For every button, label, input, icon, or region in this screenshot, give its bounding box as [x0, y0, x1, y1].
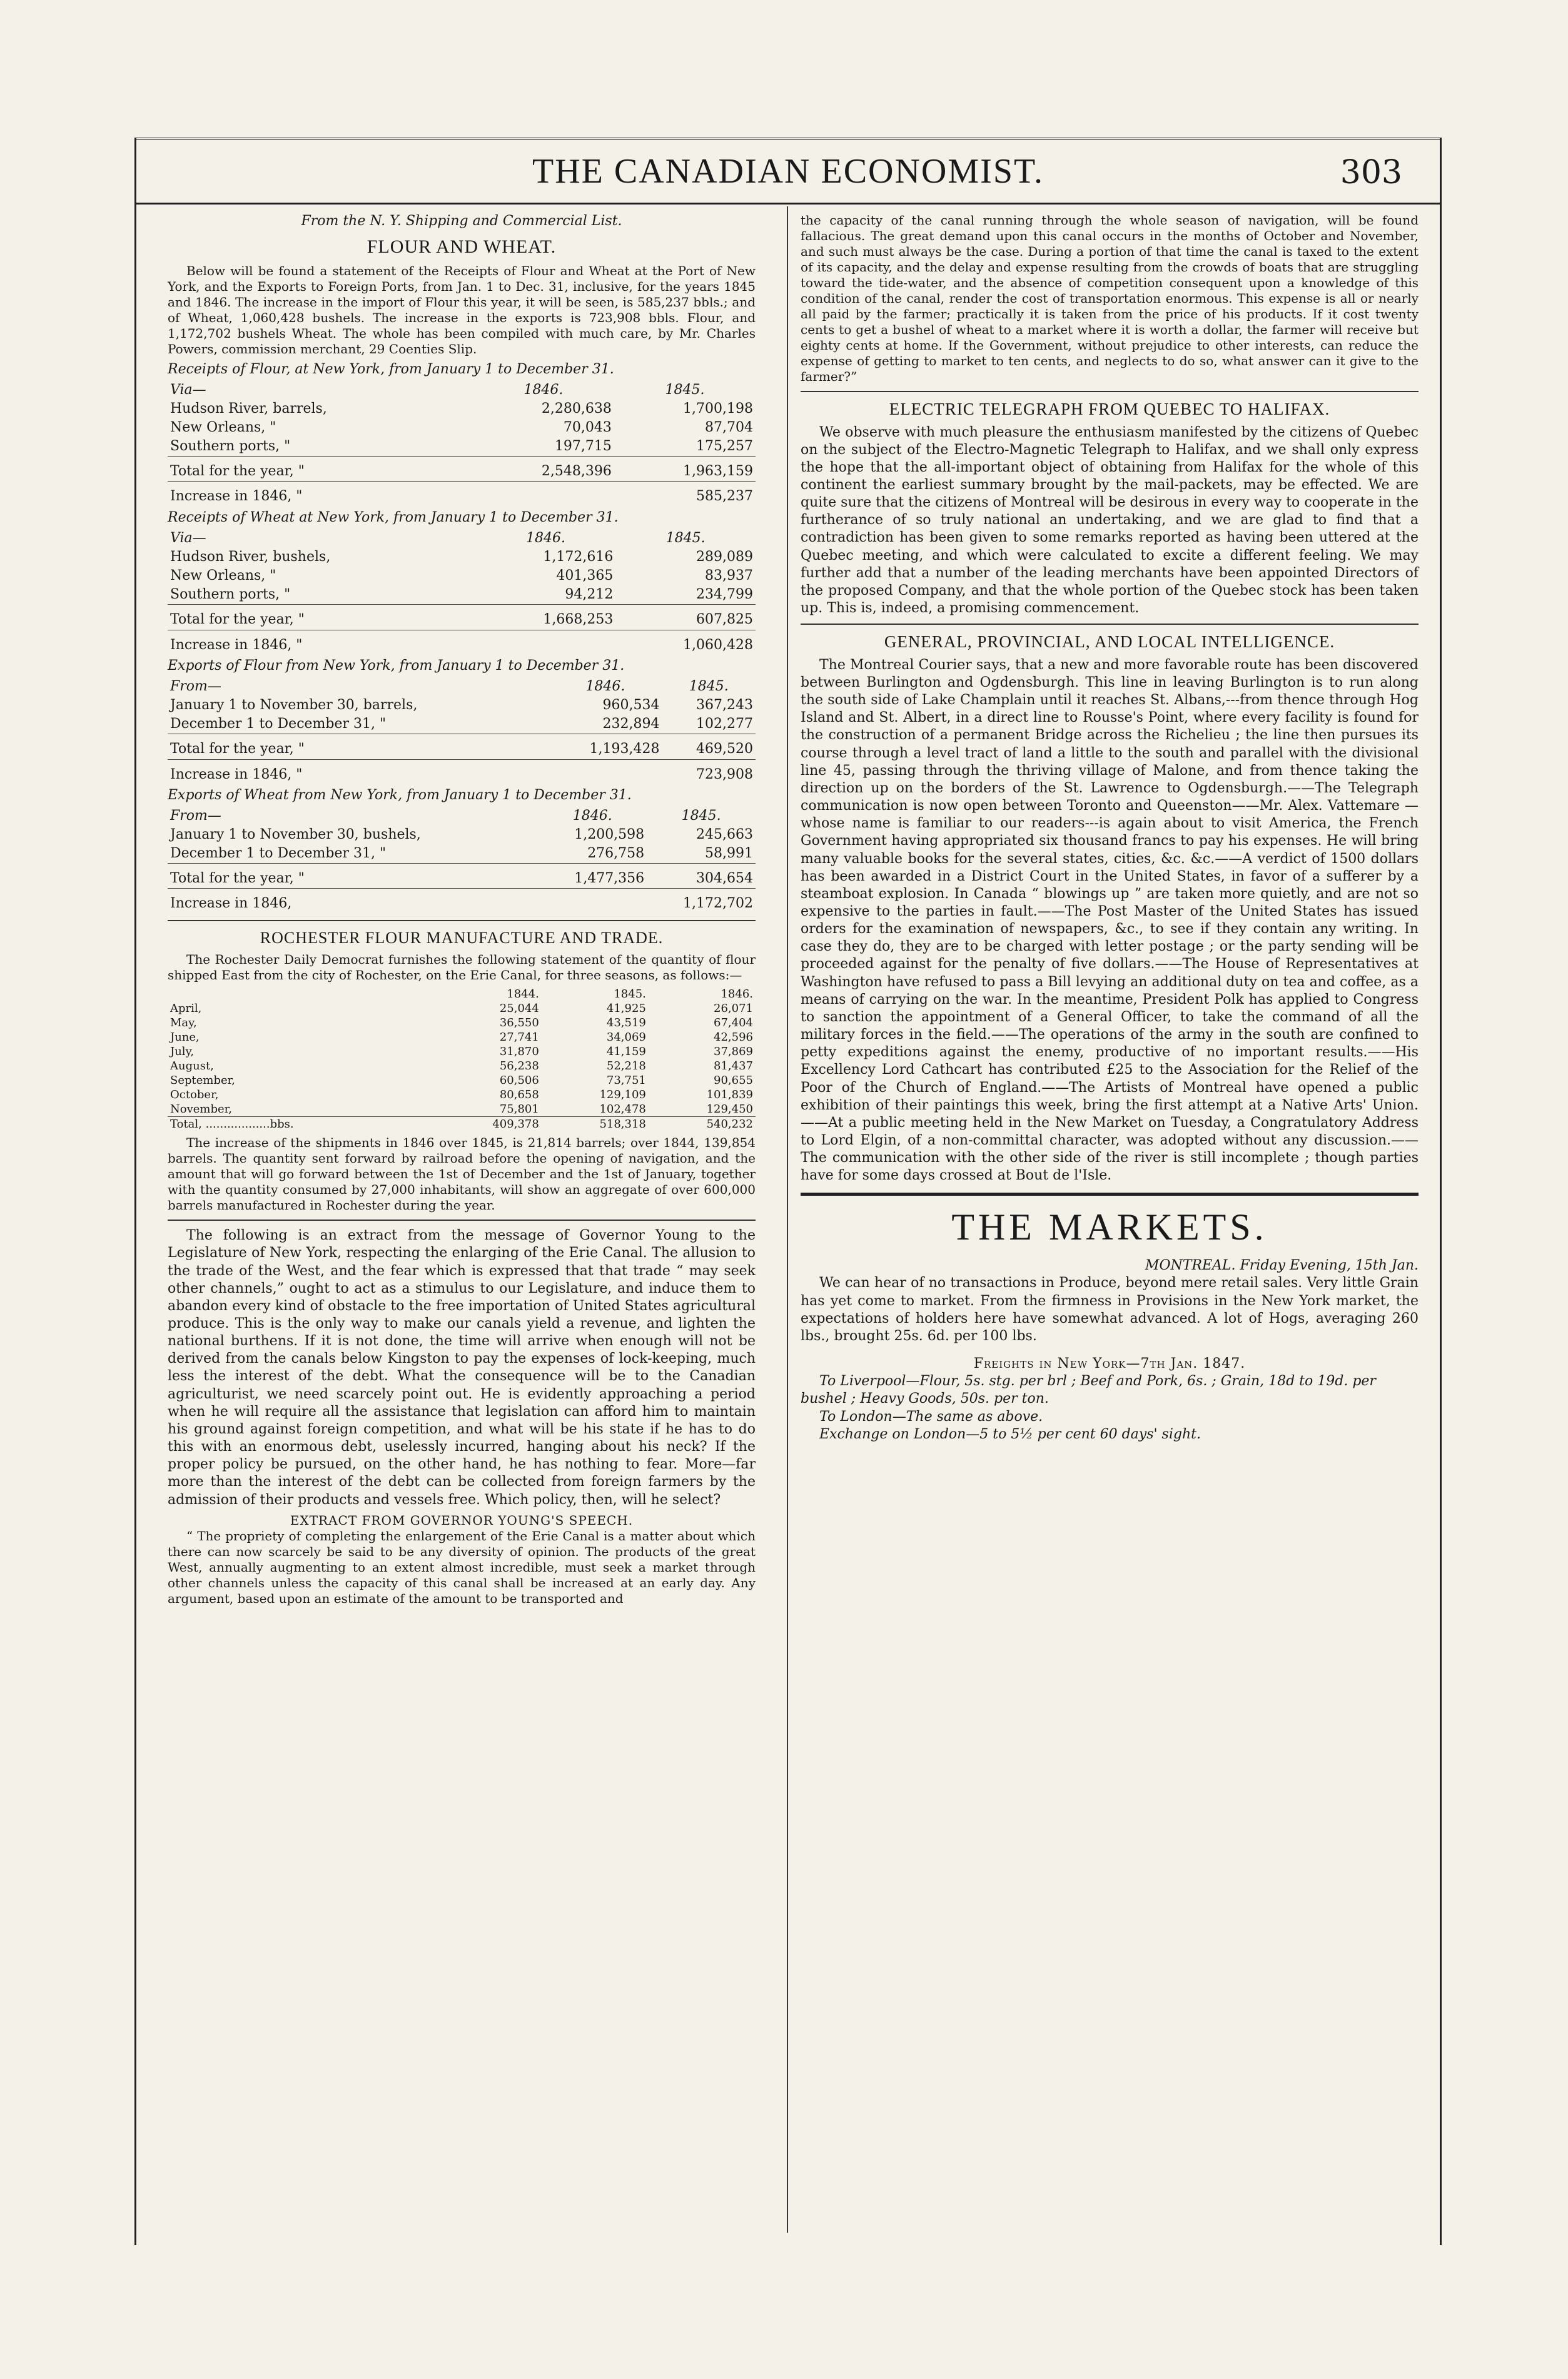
increase-row	[168, 759, 756, 784]
table-row	[168, 826, 756, 844]
row-label: Increase in 1846, "	[168, 630, 476, 655]
col-head: 1844.	[507, 987, 539, 1001]
row-label: Total for the year, "	[168, 605, 476, 630]
cell-value: 1,172,616	[543, 548, 614, 565]
divider	[168, 920, 756, 921]
publication-title: THE CANADIAN ECONOMIST.	[532, 152, 1044, 191]
table-row	[168, 696, 756, 715]
total-row	[168, 1117, 756, 1132]
table-row	[168, 715, 756, 734]
exports-flour-table	[168, 677, 756, 784]
col-head: 1845.	[665, 530, 706, 546]
exports-wheat-table	[168, 807, 756, 914]
cell-value: 401,365	[556, 568, 614, 584]
table-row	[168, 548, 756, 567]
freight-line: To Liverpool—Flour, 5s. stg. per brl ; Beef and Pork, 6s. ; Grain, 18d to 19d. per bushel ; Heavy Goods, 50s. per ton.	[801, 1373, 1376, 1407]
cell-value: 42,596	[714, 1030, 753, 1044]
col-head: 1846.	[524, 381, 564, 398]
row-label: Increase in 1846, "	[168, 482, 473, 507]
flour-wheat-heading: FLOUR AND WHEAT.	[367, 236, 557, 258]
cell-value: 1,477,356	[538, 864, 647, 889]
col-head: From—	[170, 678, 221, 694]
cell-value: 409,378	[435, 1117, 542, 1132]
increase-row	[168, 630, 756, 655]
row-label: Southern ports, "	[170, 438, 291, 455]
receipts-wheat-caption: Receipts of Wheat at New York, from January 1 to December 31.	[168, 509, 619, 525]
row-label: September,	[170, 1074, 235, 1088]
divider	[801, 391, 1419, 392]
row-label: July,	[170, 1045, 195, 1058]
cell-value: 1,668,253	[476, 605, 616, 630]
cell-value: 960,534	[602, 697, 660, 714]
freight-line: To London—The same as above.	[819, 1408, 1043, 1425]
divider	[168, 1220, 756, 1221]
total-row	[168, 457, 756, 482]
row-label: December 1 to December 31, "	[170, 846, 387, 862]
divider	[801, 1193, 1419, 1196]
cell-value: 1,963,159	[614, 457, 756, 482]
cell-value: 73,751	[606, 1074, 646, 1088]
cell-value: 31,870	[499, 1045, 539, 1058]
cell-value: 58,991	[705, 846, 753, 862]
row-label: October,	[170, 1088, 219, 1102]
rochester-heading: ROCHESTER FLOUR MANUFACTURE AND TRADE.	[260, 928, 664, 947]
cell-value: 87,704	[705, 420, 753, 436]
cell-value: 52,218	[606, 1059, 646, 1073]
row-label: Total for the year, "	[168, 457, 473, 482]
newspaper-page	[134, 138, 1442, 2245]
cell-value: 1,193,428	[549, 734, 662, 759]
source-line: From the N. Y. Shipping and Commercial List.	[301, 213, 622, 229]
receipts-wheat-table	[168, 529, 756, 655]
cell-value: 41,925	[606, 1001, 646, 1015]
row-label: Increase in 1846,	[168, 889, 538, 914]
cell-value: 102,277	[696, 716, 753, 732]
row-label: Southern ports, "	[170, 587, 291, 603]
cell-value: 75,801	[499, 1103, 539, 1116]
col-head: 1846.	[526, 530, 566, 546]
table-row	[168, 400, 756, 418]
table-row	[168, 567, 756, 585]
row-label: January 1 to November 30, bushels,	[170, 826, 421, 842]
cell-value: 129,109	[599, 1088, 646, 1102]
cell-value: 67,404	[714, 1016, 753, 1029]
row-label: New Orleans, "	[170, 568, 276, 584]
cell-value: 34,069	[606, 1030, 646, 1044]
cell-value: 232,894	[602, 716, 660, 732]
young-paragraph: The following is an extract from the message of Governor Young to the Legislature of New York, respecting the enlarging of the Erie Canal. The allusion to the trade of the West, and the fear which is expressed that that trade “ may seek other channels,” ought to act as a stimulus to our Legislature, and induce them to abandon every kind of obstacle to the free importation of United States agricultural produce. This is the only way to make our canals yield a revenue, and lighten the national burthens. If it is not done, the time will arrive when enough will not be derived from the canals below Kingston to pay the expenses of lock-keeping, much less the interest of the debt. What the consequence will be to the Canadian agriculturist, we need scarcely point out. He is evidently approaching a period when he will require all the assistance that legislation can afford him to maintain his ground against foreign competition, and what will be his state if he has to do this with an enormous debt, uselessly incurred, hanging about his neck? If the proper policy be pursued, on the other hand, he has nothing to fear. More—far more than the interest of the debt can be collected from foreign farmers by the admission of their products and vessels free. Which policy, then, will he select?	[168, 1228, 756, 1508]
cell-value: 27,741	[499, 1030, 539, 1044]
row-label: January 1 to November 30, barrels,	[170, 697, 418, 714]
rochester-after: The increase of the shipments in 1846 over 1845, is 21,814 barrels; over 1844, 139,854 barrels. The quantity sent forward by railroad before the opening of navigation, and the amount that will go forward between the 1st of December and the 1st of January, together with the quantity consumed by 27,000 inhabitants, will show an aggregate of over 600,000 barrels manufactured in Rochester during the year.	[168, 1135, 756, 1213]
row-label: Increase in 1846, "	[168, 759, 549, 784]
cell-value: 26,071	[714, 1001, 753, 1015]
cell-value: 37,869	[714, 1045, 753, 1058]
col-head: Via—	[170, 530, 206, 546]
general-intelligence-text: The Montreal Courier says, that a new and more favorable route has been discovered between Burlington and Ogdensburgh. This line in leaving Burlington is to run along the south side of Lake Champlain until it reaches St. Albans,---from thence through Hog Island and St. Albert, in a direct line to Rousse's Point, where every facility is found for the construction of a permanent Bridge across the Richelieu ; the line then pursues its course through a level tract of land a little to the south and parallel with the divisional line 45, passing through the thriving village of Malone, and from thence taking the direction up on the borders of the St. Lawrence to Ogdensburgh.——The Telegraph communication is now open between Toronto and Queenston——Mr. Alex. Vattemare —whose name is familiar to our readers---is again about to visit America, the French Government having appropriated six thousand francs to pay his expenses. He will bring many valuable books for the several states, cities, &c. &c.——A verdict of 1500 dollars has been awarded in a District Court in the United States, in favor of a sufferer by a steamboat explosion. In Canada “ blowings up ” are taken more quietly, and are not so expensive to the parties in fault.——The Post Master of the United States has issued orders for the examination of newspapers, &c., to see if they contain any writing. In case they do, they are to be charged with letter postage ; or the party sending will be proceeded against for the penalty of five dollars.——The House of Representatives at Washington have refused to pass a Bill levying an additional duty on tea and coffee, as a means of carrying on the war. In the meantime, President Polk has applied to Congress to sanction the appointment of a General Officer, to take the command of all the military forces in the field.——The operations of the army in the south are confined to petty expeditions against the enemy, productive of no important results.——His Excellency Lord Cathcart has contributed £25 to the Association for the Relief of the Poor of the Church of England.——The Artists of Montreal have opened a public exhibition of their paintings this week, bring the first attempt at a Native Arts' Union.——At a public meeting held in the New Market on Tuesday, a Congratulatory Address to Lord Elgin, of a non-committal character, was adopted without any discussion.——The communication with the other side of the river is still incomplete ; though parties have for some days crossed at Bout de l'Isle.	[801, 657, 1419, 1184]
cell-value: 469,520	[662, 734, 756, 759]
rochester-table	[168, 987, 756, 1131]
cell-value: 607,825	[615, 605, 756, 630]
cell-value: 129,450	[706, 1103, 753, 1116]
telegraph-heading: ELECTRIC TELEGRAPH FROM QUEBEC TO HALIFAX.	[889, 400, 1330, 418]
cell-value: 1,172,702	[647, 889, 756, 914]
receipts-flour-caption: Receipts of Flour, at New York, from January 1 to December 31.	[168, 361, 614, 377]
table-row	[168, 1030, 756, 1044]
extract-text: “ The propriety of completing the enlargement of the Erie Canal is a matter about which there can now scarcely be said to be any diversity of opinion. The products of the great West, annually augmenting to an extent almost incredible, must seek a market through other channels unless the capacity of this canal shall be increased at an early day. Any argument, based upon an estimate of the amount to be transported and	[168, 1528, 756, 1606]
cell-value: 81,437	[714, 1059, 753, 1073]
increase-row	[168, 482, 756, 507]
table-row	[168, 1088, 756, 1102]
cell-value: 723,908	[662, 759, 756, 784]
general-intelligence-heading: GENERAL, PROVINCIAL, AND LOCAL INTELLIGENCE.	[884, 632, 1335, 652]
increase-row	[168, 889, 756, 914]
markets-heading: THE MARKETS.	[951, 1206, 1268, 1248]
cell-value: 175,257	[696, 438, 753, 455]
row-label: Total for the year, "	[168, 864, 538, 889]
divider	[801, 624, 1419, 625]
col-head: 1845.	[614, 987, 646, 1001]
table-row	[168, 585, 756, 605]
row-label: Total for the year, "	[168, 734, 549, 759]
cell-value: 585,237	[614, 482, 756, 507]
cell-value: 1,700,198	[683, 400, 753, 417]
cell-value: 2,548,396	[473, 457, 614, 482]
receipts-flour-table	[168, 381, 756, 507]
cell-value: 43,519	[606, 1016, 646, 1029]
cell-value: 1,200,598	[574, 826, 645, 842]
exports-wheat-caption: Exports of Wheat from New York, from January 1 to December 31.	[168, 787, 632, 803]
continued-text: the capacity of the canal running through the whole season of navigation, will be found fallacious. The great demand upon this canal occurs in the months of October and November, and such must always be the case. During a portion of that time the canal is taxed to the extent of its capacity, and the delay and expense resulting from the crowds of boats that are struggling toward the tide-water, and the absence of competition consequent upon a knowledge of this condition of the canal, render the cost of transportation enormous. This expense is all or nearly all paid by the farmer; practically it is taken from the price of his products. If it cost twenty cents to get a bushel of wheat to a market where it is worth a dollar, the farmer will receive but eighty cents at home. If the Government, without prejudice to other interests, can reduce the expense of getting to market to ten cents, and neglects to do so, what answer can it give to the farmer?”	[801, 213, 1419, 384]
table-row	[168, 1102, 756, 1117]
row-label: November,	[170, 1103, 232, 1116]
cell-value: 367,243	[696, 697, 753, 714]
table-row	[168, 1059, 756, 1073]
col-head: From—	[170, 807, 221, 824]
extract-heading: EXTRACT FROM GOVERNOR YOUNG'S SPEECH.	[290, 1512, 634, 1528]
row-label: New Orleans, "	[170, 420, 276, 436]
row-label: May,	[170, 1016, 197, 1029]
table-row	[168, 1016, 756, 1030]
row-label: Hudson River, bushels,	[170, 548, 331, 565]
total-row	[168, 734, 756, 759]
cell-value: 90,655	[714, 1074, 753, 1088]
cell-value: 36,550	[499, 1016, 539, 1029]
right-column	[787, 206, 1431, 2233]
col-head: Via—	[170, 381, 206, 398]
row-label: Hudson River, barrels,	[170, 400, 327, 417]
col-head: 1846.	[572, 807, 612, 824]
cell-value: 102,478	[599, 1103, 646, 1116]
cell-value: 70,043	[563, 420, 612, 436]
cell-value: 245,663	[696, 826, 753, 842]
freight-line: Exchange on London—5 to 5½ per cent 60 days' sight.	[819, 1426, 1201, 1442]
cell-value: 83,937	[705, 568, 753, 584]
cell-value: 540,232	[649, 1117, 756, 1132]
col-head: 1846.	[585, 678, 625, 694]
table-row	[168, 1001, 756, 1016]
col-head: 1845.	[665, 381, 705, 398]
cell-value: 289,089	[696, 548, 753, 565]
cell-value: 2,280,638	[541, 400, 612, 417]
cell-value: 234,799	[696, 587, 753, 603]
freights-heading: Freights in New York—7th Jan. 1847.	[973, 1356, 1246, 1372]
markets-dateline: MONTREAL. Friday Evening, 15th Jan.	[1145, 1258, 1419, 1274]
cell-value: 60,506	[499, 1074, 539, 1088]
row-label: June,	[170, 1030, 200, 1044]
row-label: April,	[170, 1001, 202, 1015]
table-row	[168, 437, 756, 457]
cell-value: 101,839	[706, 1088, 753, 1102]
telegraph-text: We observe with much pleasure the enthusiasm manifested by the citizens of Quebec on the subject of the Electro-Magnetic Telegraph to Halifax, and we shall only express the hope that the all-important object of obtaining from Halifax for the whole of this continent the earliest summary brought by the mail-packets, may be effected. We are quite sure that the citizens of Montreal will be desirous in every way to cooperate in the furtherance of so truly national an undertaking, and we are glad to find that a contradiction has been given to some remarks reported as having been uttered at the Quebec meeting, and which were calculated to excite a different feeling. We may further add that a number of the leading merchants have been appointed Directors of the proposed Company, and that the whole portion of the Quebec stock has been taken up. This is, indeed, a promising commencement.	[801, 424, 1419, 617]
col-head: 1845.	[681, 807, 721, 824]
flour-intro: Below will be found a statement of the Receipts of Flour and Wheat at the Port of New York, and the Exports to Foreign Ports, from Jan. 1 to Dec. 31, inclusive, for the years 1845 and 1846. The increase in the import of Flour this year, it will be seen, is 585,237 bbls.; and of Wheat, 1,060,428 bushels. The increase in the exports is 723,908 bbls. Flour, and 1,172,702 bushels Wheat. The whole has been compiled with much care, by Mr. Charles Powers, commission merchant, 29 Coenties Slip.	[168, 263, 756, 356]
col-head: 1846.	[721, 987, 753, 1001]
page-number: 303	[1340, 154, 1402, 191]
rochester-intro: The Rochester Daily Democrat furnishes the following statement of the quantity of flour shipped East from the city of Rochester, on the Erie Canal, for three seasons, as follows:—	[168, 951, 756, 982]
cell-value: 25,044	[499, 1001, 539, 1015]
cell-value: 1,060,428	[615, 630, 756, 655]
cell-value: 518,318	[542, 1117, 649, 1132]
cell-value: 304,654	[647, 864, 756, 889]
cell-value: 94,212	[565, 587, 614, 603]
left-column	[149, 206, 768, 2233]
cell-value: 197,715	[554, 438, 612, 455]
cell-value: 80,658	[499, 1088, 539, 1102]
masthead	[136, 138, 1440, 205]
table-row	[168, 418, 756, 437]
exports-flour-caption: Exports of Flour from New York, from January 1 to December 31.	[168, 657, 625, 674]
cell-value: 276,758	[587, 846, 645, 862]
total-row	[168, 864, 756, 889]
table-row	[168, 1073, 756, 1088]
total-row	[168, 605, 756, 630]
row-label: December 1 to December 31, "	[170, 716, 387, 732]
table-row	[168, 844, 756, 864]
row-label: Total, ..................bbs.	[168, 1117, 435, 1132]
col-head	[168, 987, 435, 1001]
table-row	[168, 1044, 756, 1059]
cell-value: 41,159	[606, 1045, 646, 1058]
col-head: 1845.	[689, 678, 729, 694]
row-label: August,	[170, 1059, 214, 1073]
markets-text: We can hear of no transactions in Produce, beyond mere retail sales. Very little Grain has yet come to market. From the firmness in Provisions in the New York market, the expectations of holders here have somewhat advanced. A lot of Hogs, averaging 260 lbs., brought 25s. 6d. per 100 lbs.	[801, 1275, 1419, 1344]
cell-value: 56,238	[499, 1059, 539, 1073]
